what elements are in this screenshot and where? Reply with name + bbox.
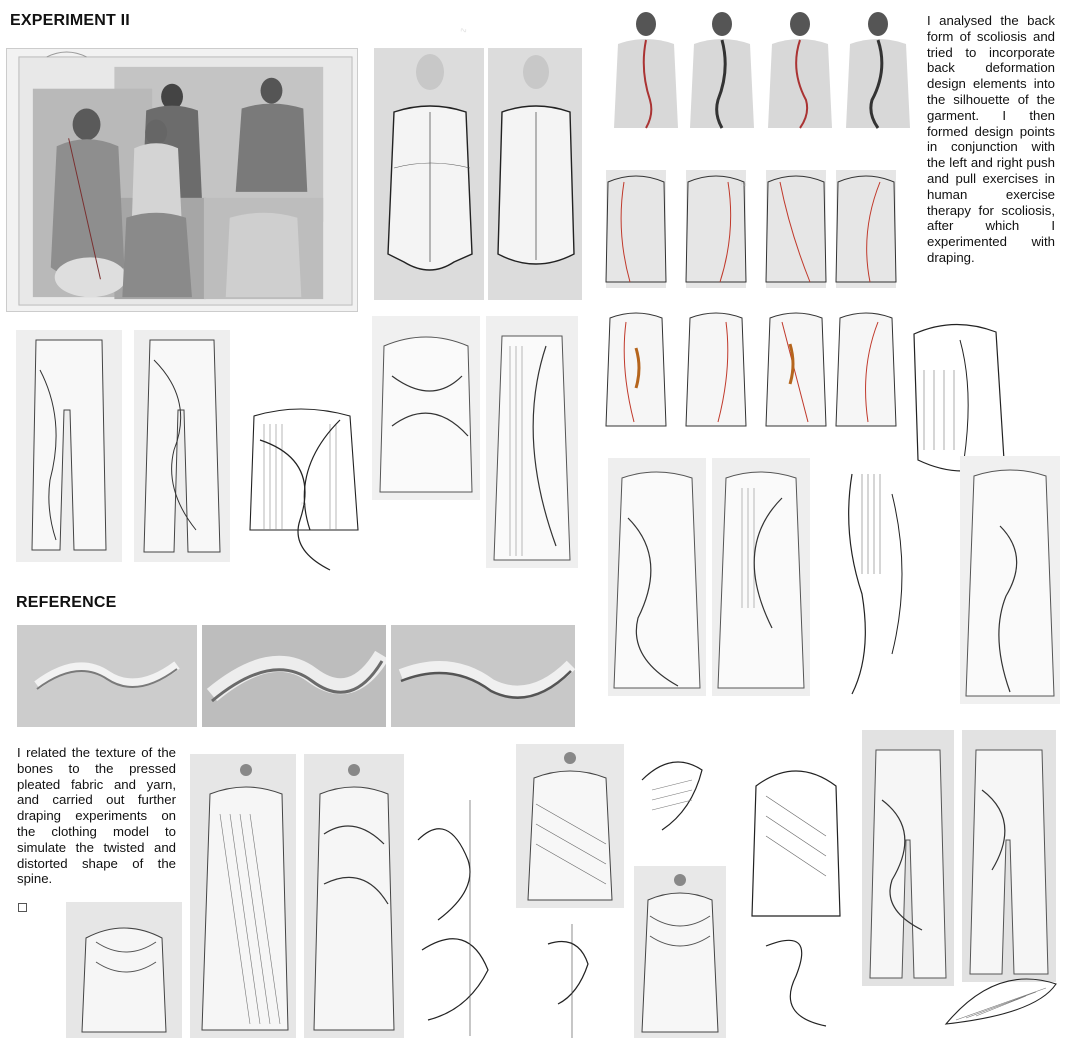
watermark: ∿ xyxy=(738,179,749,191)
dress-photo-1 xyxy=(608,458,706,696)
spine-xray-figures xyxy=(606,10,924,134)
dress-3-graphic xyxy=(960,456,1060,704)
draped-skirt-photo xyxy=(486,316,578,568)
final-trouser-photo-2 xyxy=(962,730,1056,982)
pleat-study-3-graphic xyxy=(528,924,608,1038)
final-trouser-2-graphic xyxy=(962,730,1056,982)
mannequin-back-graphic xyxy=(488,48,582,300)
spine-figures-graphic xyxy=(606,10,924,134)
mannequin-row1-graphic xyxy=(590,152,906,294)
pleated-fabric-text: I related the texture of the bones to the pressed pleated fabric and yarn, and carried out further draping experiments on the clothing model to simulate the twisted and distorted shape of the spine. xyxy=(17,745,176,887)
pleated-1-graphic xyxy=(190,754,296,1038)
pleated-2-graphic xyxy=(304,754,404,1038)
trouser-2-graphic xyxy=(134,330,230,562)
pleated-shoulder-photo xyxy=(634,866,726,1038)
reference-2-graphic xyxy=(202,625,386,727)
draped-top-graphic xyxy=(372,316,480,500)
pleated-drape-photo-1 xyxy=(190,754,296,1038)
final-trouser-photo-1 xyxy=(862,730,954,986)
trouser-drape-photo-2 xyxy=(134,330,230,562)
reference-render-2 xyxy=(202,625,386,727)
pleated-drape-photo-2 xyxy=(304,754,404,1038)
scoliosis-photo-collage xyxy=(6,48,358,312)
draped-skirt-graphic xyxy=(486,316,578,568)
pleated-bust-graphic xyxy=(66,902,182,1038)
reference-1-graphic xyxy=(17,625,197,727)
pleated-top-graphic xyxy=(516,744,624,908)
placeholder-glyph xyxy=(18,903,27,912)
reference-render-1 xyxy=(17,625,197,727)
scoliosis-analysis-text: I analysed the back form of scoliosis and tried to incorporate back deformation design elements into the silhouette of the garment. I then formed design points in conjunction with the left and right push and pull exercises in human exercise therapy for scoliosis, after which I experimented with draping. xyxy=(927,13,1055,265)
reference-render-3 xyxy=(391,625,575,727)
mannequin-front-graphic xyxy=(374,48,484,300)
dress-1-graphic xyxy=(608,458,706,696)
experiment-title: EXPERIMENT II xyxy=(10,12,130,29)
draped-top-photo xyxy=(372,316,480,500)
reference-title: REFERENCE xyxy=(16,594,117,611)
dress-sketch-graphic xyxy=(822,454,952,714)
pleat-fan-sketch xyxy=(936,964,1062,1036)
watermark: ∿ xyxy=(298,499,309,511)
pleat-study-4-graphic xyxy=(736,716,856,1038)
twist-sketch-graphic xyxy=(240,380,368,580)
pleat-study-sketch-1 xyxy=(408,800,512,1036)
dress-2-graphic xyxy=(712,458,810,696)
trouser-drape-photo-1 xyxy=(16,330,122,562)
twist-garment-sketch xyxy=(240,380,368,580)
mannequin-row2-graphic xyxy=(590,298,900,434)
mannequin-sketch-front xyxy=(374,48,484,300)
pleated-shoulder-graphic xyxy=(634,866,726,1038)
pleat-study-sketch-4 xyxy=(736,716,856,1038)
watermark: ∿ xyxy=(458,25,469,37)
dress-photo-3 xyxy=(960,456,1060,704)
pleat-study-1-graphic xyxy=(408,800,512,1036)
mannequin-annotated-row-2 xyxy=(590,298,900,434)
pleat-fan-graphic xyxy=(936,964,1062,1036)
pleated-bust-photo xyxy=(66,902,182,1038)
trouser-1-graphic xyxy=(16,330,122,562)
pleat-study-sketch-2 xyxy=(622,740,718,852)
dress-photo-2 xyxy=(712,458,810,696)
mannequin-annotated-row-1 xyxy=(590,152,906,294)
final-trouser-1-graphic xyxy=(862,730,954,986)
pleat-study-sketch-3 xyxy=(528,924,608,1038)
reference-3-graphic xyxy=(391,625,575,727)
mannequin-sketch-back xyxy=(488,48,582,300)
pleated-top-photo xyxy=(516,744,624,908)
pleat-study-2-graphic xyxy=(622,740,718,852)
collage-graphic xyxy=(7,49,357,311)
dress-sketch xyxy=(822,454,952,714)
